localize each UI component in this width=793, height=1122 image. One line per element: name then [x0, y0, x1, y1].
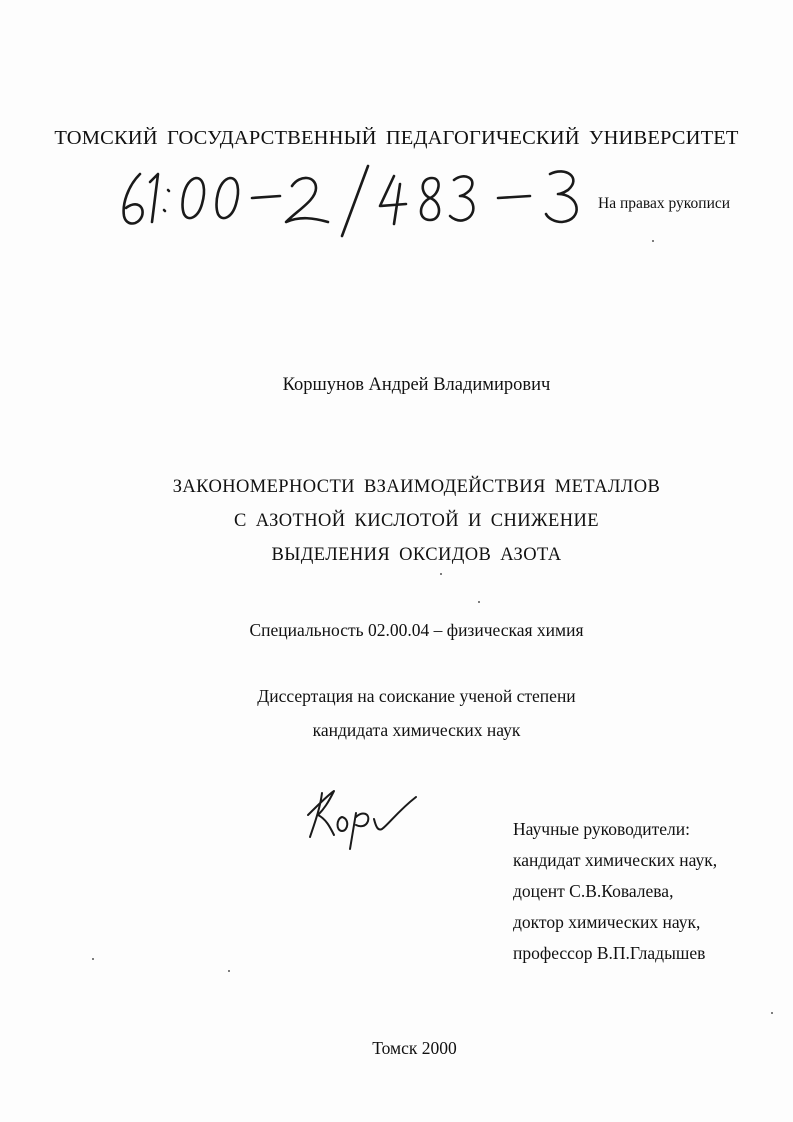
scan-speck [228, 970, 230, 972]
scan-speck [478, 601, 480, 603]
scan-speck [92, 958, 94, 960]
supervisor-line: доцент С.В.Ковалева, [513, 881, 674, 901]
handwritten-catalog-code [110, 160, 610, 240]
scan-speck [440, 573, 442, 575]
author-name: Коршунов Андрей Владимирович [282, 375, 551, 395]
supervisor-line: кандидат химических наук, [513, 850, 718, 870]
scan-speck [652, 240, 654, 242]
author-signature [300, 785, 420, 855]
supervisor-line: доктор химических наук, [513, 912, 701, 932]
specialty: Специальность 02.00.04 – физическая химия [249, 620, 584, 640]
scan-speck [771, 1012, 773, 1014]
scientific-supervisors [513, 814, 717, 969]
supervisors-heading: Научные руководители: [513, 819, 690, 839]
city-year: Томск 2000 [372, 1038, 457, 1058]
degree-statement-line: кандидата химических наук [312, 720, 521, 740]
degree-statement-line: Диссертация на соискание ученой степени [257, 686, 576, 706]
dissertation-title-line: С АЗОТНОЙ КИСЛОТОЙ И СНИЖЕНИЕ [234, 511, 599, 531]
rights-note: На правах рукописи [598, 195, 731, 212]
supervisor-line: профессор В.П.Гладышев [513, 943, 706, 963]
dissertation-title-line: ВЫДЕЛЕНИЯ ОКСИДОВ АЗОТА [271, 545, 562, 565]
dissertation-title-line: ЗАКОНОМЕРНОСТИ ВЗАИМОДЕЙСТВИЯ МЕТАЛЛОВ [172, 477, 661, 497]
university-name: ТОМСКИЙ ГОСУДАРСТВЕННЫЙ ПЕДАГОГИЧЕСКИЙ УНИВЕРСИТЕТ [54, 127, 739, 149]
